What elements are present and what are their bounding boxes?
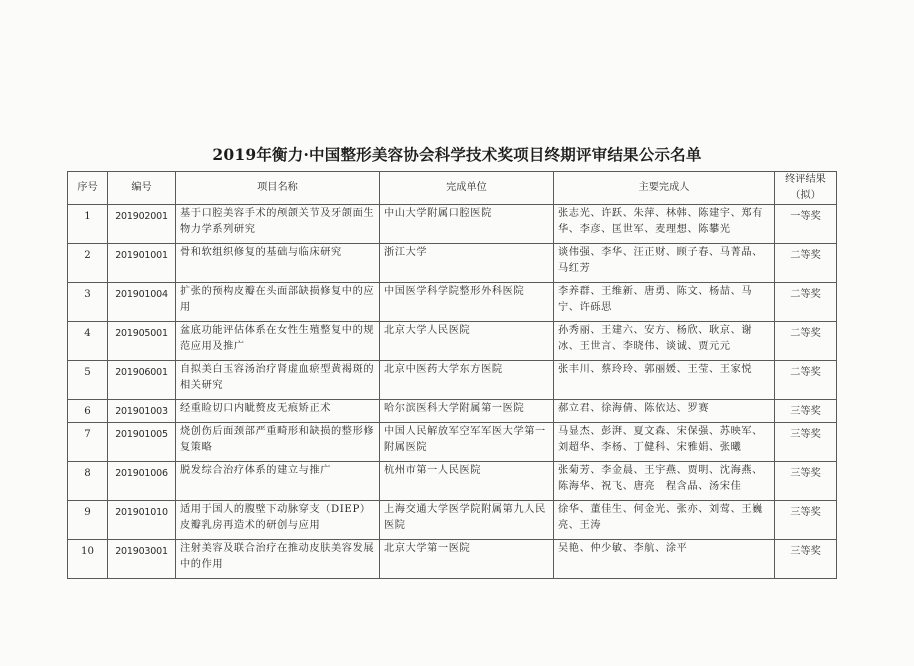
header-row <box>68 172 837 205</box>
row-people: 张志光、许跃、朱萍、林韩、陈建宇、郑有华、李彦、匡世军、麦理想、陈攀光 <box>554 205 775 244</box>
row-project-name: 烧创伤后面颈部严重畸形和缺损的整形修复策略 <box>176 423 380 462</box>
row-index: 2 <box>68 244 108 283</box>
row-code: 201901004 <box>108 283 176 322</box>
row-unit: 中山大学附属口腔医院 <box>380 205 554 244</box>
header-people: 主要完成人 <box>554 172 775 205</box>
row-result: 三等奖 <box>775 540 837 579</box>
row-code: 201901005 <box>108 423 176 462</box>
row-project-name: 盆底功能评估体系在女性生殖整复中的规范应用及推广 <box>176 322 380 361</box>
header-code: 编号 <box>108 172 176 205</box>
table-row <box>68 462 837 501</box>
row-result: 三等奖 <box>775 400 837 423</box>
table-row <box>68 283 837 322</box>
row-people: 李养群、王维新、唐勇、陈文、杨喆、马宁、许砾思 <box>554 283 775 322</box>
row-result: 二等奖 <box>775 361 837 400</box>
row-index: 5 <box>68 361 108 400</box>
row-code: 201901006 <box>108 462 176 501</box>
row-people: 马显杰、彭湃、夏文森、宋保强、苏映军、刘超华、李杨、丁健科、宋雅娟、张曦 <box>554 423 775 462</box>
row-code: 201903001 <box>108 540 176 579</box>
row-index: 10 <box>68 540 108 579</box>
table-row <box>68 244 837 283</box>
row-code: 201902001 <box>108 205 176 244</box>
table-row <box>68 423 837 462</box>
row-unit: 北京大学人民医院 <box>380 322 554 361</box>
row-project-name: 注射美容及联合治疗在推动皮肤美容发展中的作用 <box>176 540 380 579</box>
row-project-name: 自拟美白玉容汤治疗肾虚血瘀型黄褐斑的相关研究 <box>176 361 380 400</box>
table-row <box>68 205 837 244</box>
header-unit: 完成单位 <box>380 172 554 205</box>
row-code: 201901010 <box>108 501 176 540</box>
results-table <box>67 171 837 579</box>
table-row <box>68 322 837 361</box>
row-result: 三等奖 <box>775 462 837 501</box>
row-people: 吴艳、仲少敏、李航、涂平 <box>554 540 775 579</box>
row-people: 张菊芳、李金晨、王宇燕、贾明、沈海燕、陈海华、祝飞、唐亮 程含晶、汤宋佳 <box>554 462 775 501</box>
row-unit: 中国人民解放军空军军医大学第一附属医院 <box>380 423 554 462</box>
row-result: 二等奖 <box>775 283 837 322</box>
table-row <box>68 501 837 540</box>
table-row <box>68 540 837 579</box>
row-unit: 北京大学第一医院 <box>380 540 554 579</box>
row-project-name: 经重睑切口内眦赘皮无痕矫正术 <box>176 400 380 423</box>
row-result: 一等奖 <box>775 205 837 244</box>
row-unit: 中国医学科学院整形外科医院 <box>380 283 554 322</box>
row-code: 201905001 <box>108 322 176 361</box>
row-people: 郝立君、徐海倩、陈依达、罗赛 <box>554 400 775 423</box>
row-index: 9 <box>68 501 108 540</box>
header-project-name: 项目名称 <box>176 172 380 205</box>
row-unit: 上海交通大学医学院附属第九人民医院 <box>380 501 554 540</box>
row-result: 三等奖 <box>775 501 837 540</box>
row-people: 孙秀丽、王建六、安方、杨欣、耿京、谢冰、王世言、李晓伟、谈诚、贾元元 <box>554 322 775 361</box>
row-people: 谈伟强、李华、汪正财、顾子春、马菁晶、马红芳 <box>554 244 775 283</box>
row-index: 4 <box>68 322 108 361</box>
row-index: 6 <box>68 400 108 423</box>
row-unit: 杭州市第一人民医院 <box>380 462 554 501</box>
row-unit: 北京中医药大学东方医院 <box>380 361 554 400</box>
row-result: 二等奖 <box>775 244 837 283</box>
header-result: 终评结果（拟） <box>775 172 837 205</box>
document-title: 2019年衡力·中国整形美容协会科学技术奖项目终期评审结果公示名单 <box>212 145 702 164</box>
row-index: 1 <box>68 205 108 244</box>
row-unit: 浙江大学 <box>380 244 554 283</box>
row-project-name: 适用于国人的腹壁下动脉穿支（DIEP）皮瓣乳房再造术的研创与应用 <box>176 501 380 540</box>
row-result: 二等奖 <box>775 322 837 361</box>
row-index: 8 <box>68 462 108 501</box>
table-row <box>68 361 837 400</box>
header-index: 序号 <box>68 172 108 205</box>
row-people: 徐华、董佳生、何金光、张亦、刘莺、王巍亮、王涛 <box>554 501 775 540</box>
row-code: 201901001 <box>108 244 176 283</box>
row-index: 7 <box>68 423 108 462</box>
row-code: 201901003 <box>108 400 176 423</box>
row-result: 三等奖 <box>775 423 837 462</box>
row-code: 201906001 <box>108 361 176 400</box>
row-project-name: 脱发综合治疗体系的建立与推广 <box>176 462 380 501</box>
row-unit: 哈尔滨医科大学附属第一医院 <box>380 400 554 423</box>
row-index: 3 <box>68 283 108 322</box>
row-people: 张丰川、蔡玲玲、郭丽媛、王莹、王家悦 <box>554 361 775 400</box>
row-project-name: 基于口腔美容手术的颅颌关节及牙颌面生物力学系列研究 <box>176 205 380 244</box>
row-project-name: 骨和软组织修复的基础与临床研究 <box>176 244 380 283</box>
row-project-name: 扩张的预构皮瓣在头面部缺损修复中的应用 <box>176 283 380 322</box>
table-row <box>68 400 837 423</box>
